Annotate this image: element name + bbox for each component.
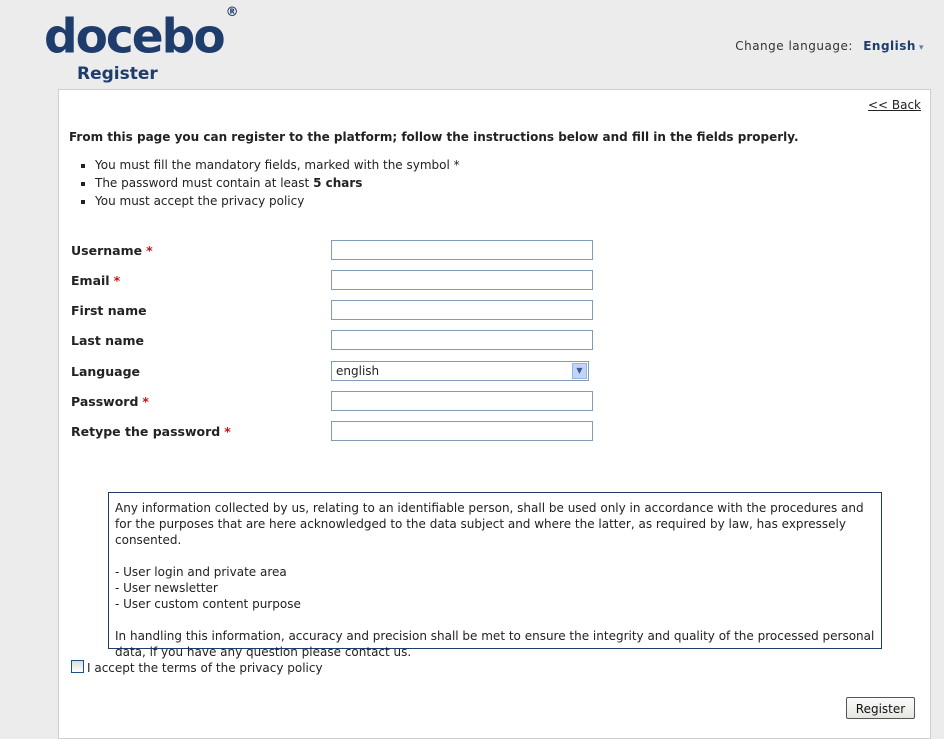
rule-item: ▪ You must accept the privacy policy [95, 192, 460, 210]
register-panel [58, 89, 931, 739]
language-select[interactable] [331, 361, 589, 381]
rule-item: ▪ You must fill the mandatory fields, marked with the symbol * [95, 156, 460, 174]
language-row [71, 361, 611, 383]
privacy-paragraph: Any information collected by us, relating to an identifiable person, shall be used only in accordance with the procedures and for the purposes that are here acknowledged to the data subject and where the latter, as required by law, has expressely consented. [115, 501, 864, 547]
password-label-text: Password [71, 394, 139, 409]
email-label [71, 273, 120, 288]
rule-item [95, 174, 460, 192]
lastname-label: Last name [71, 333, 145, 348]
required-mark: * [142, 394, 149, 409]
lastname-input[interactable] [331, 330, 593, 350]
rule-strong: 5 chars [313, 176, 363, 190]
retype-password-label [71, 424, 231, 439]
firstname-input[interactable] [331, 300, 593, 320]
password-row [71, 391, 611, 413]
privacy-policy-box[interactable] [108, 492, 882, 659]
firstname-label: First name [71, 303, 147, 318]
retype-password-label-text: Retype the password [71, 424, 221, 439]
language-label: Language [71, 364, 141, 379]
retype-password-input[interactable] [331, 421, 593, 441]
register-button[interactable]: Register [846, 697, 915, 719]
email-row [71, 270, 611, 292]
privacy-item: - User custom content purpose [115, 597, 301, 611]
required-mark: * [224, 424, 231, 439]
rules-list [73, 156, 460, 210]
rule-text: The password must contain at least [95, 176, 314, 190]
chevron-down-icon: ▾ [918, 43, 924, 53]
back-link[interactable]: << Back [867, 98, 921, 112]
privacy-item: - User login and private area [115, 565, 287, 579]
retype-password-row [71, 421, 611, 443]
language-dropdown-value: English [863, 39, 916, 53]
privacy-item: - User newsletter [115, 581, 218, 595]
docebo-logo [44, 4, 239, 67]
language-switcher [735, 39, 924, 53]
registered-mark: ® [225, 5, 239, 20]
username-row [71, 240, 611, 262]
firstname-row [71, 300, 611, 322]
password-input[interactable] [331, 391, 593, 411]
username-label-text: Username [71, 243, 143, 258]
required-mark: * [113, 273, 121, 288]
privacy-paragraph: In handling this information, accuracy and precision shall be met to ensure the integrity and quality of the processed personal data, if you have any question please contact us. [115, 629, 875, 659]
accept-privacy-label: I accept the terms of the privacy policy [87, 661, 323, 675]
accept-privacy-row[interactable] [71, 660, 323, 675]
email-label-text: Email [71, 273, 110, 288]
required-mark: * [146, 243, 153, 258]
password-label [71, 394, 149, 409]
chevron-down-icon[interactable]: ▼ [572, 363, 587, 379]
change-language-label: Change language: [735, 39, 853, 53]
username-input[interactable] [331, 240, 593, 260]
language-select-value: english [336, 364, 380, 378]
page-title: Register [77, 64, 158, 84]
lastname-row [71, 330, 611, 352]
email-input[interactable] [331, 270, 593, 290]
language-dropdown[interactable] [863, 39, 924, 53]
accept-privacy-checkbox[interactable] [71, 660, 84, 673]
intro-text: From this page you can register to the platform; follow the instructions below and fill in the fields properly. [69, 130, 799, 144]
username-label [71, 243, 153, 258]
logo-text: docebo [44, 9, 224, 65]
